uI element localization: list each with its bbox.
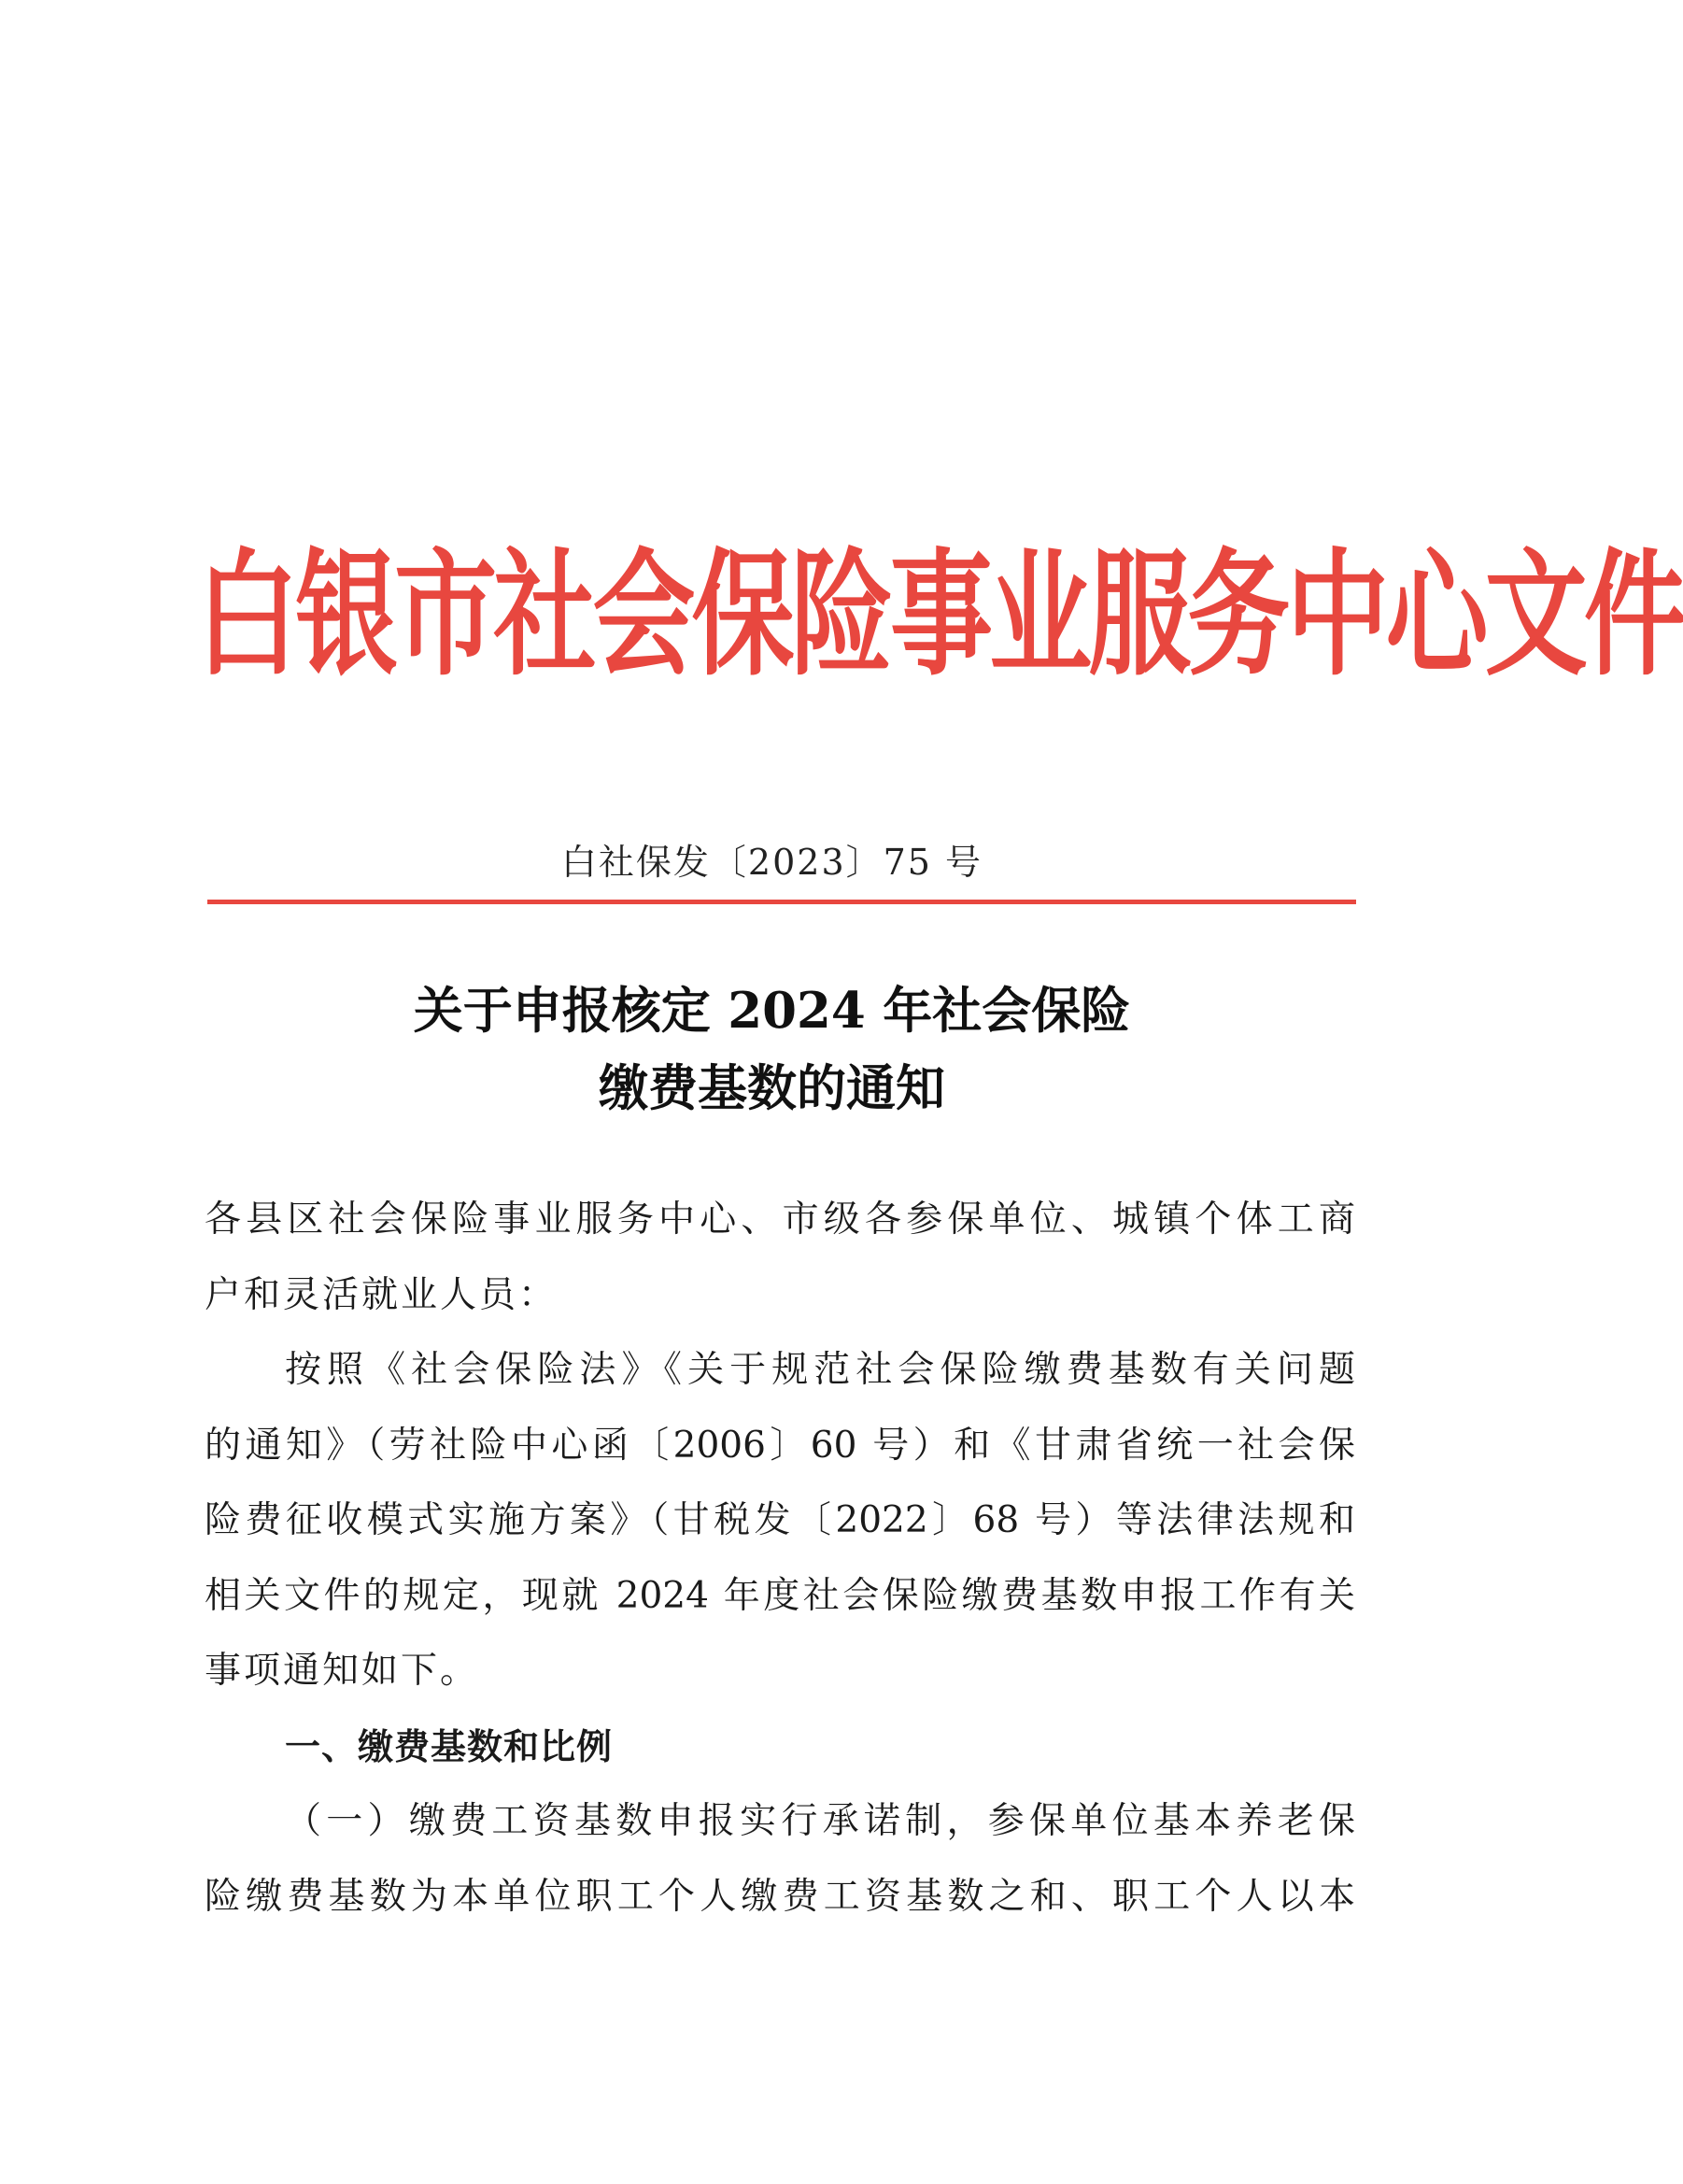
section-heading-1: 一、缴费基数和比例	[285, 1725, 614, 1767]
masthead-title: 白银市社会保险事业服务中心文件	[196, 536, 1683, 696]
document-body	[205, 1196, 1355, 1948]
red-divider-line	[207, 900, 1356, 904]
document-title-line-2: 缴费基数的通知	[599, 1059, 945, 1117]
paragraph-1-line-3: 险费征收模式实施方案》（甘税发〔2022〕68 号）等法律法规和	[205, 1499, 1355, 1541]
paragraph-2-line-2: 险缴费基数为本单位职工个人缴费工资基数之和、职工个人以本	[205, 1875, 1355, 1918]
salutation-line-1: 各县区社会保险事业服务中心、市级各参保单位、城镇个体工商	[205, 1198, 1355, 1241]
paragraph-1-line-2: 的通知》（劳社险中心函〔2006〕60 号）和《甘肃省统一社会保	[205, 1424, 1355, 1467]
masthead	[196, 523, 1683, 710]
salutation-line-2: 户和灵活就业人员：	[205, 1273, 559, 1316]
document-title-line-1: 关于申报核定 2024 年社会保险	[413, 982, 1131, 1040]
paragraph-1-line-1: 按照《社会保险法》《关于规范社会保险缴费基数有关问题	[285, 1349, 1355, 1391]
document-number: 白社保发〔2023〕75 号	[560, 842, 983, 883]
paragraph-1-line-4: 相关文件的规定，现就 2024 年度社会保险缴费基数申报工作有关	[205, 1574, 1355, 1617]
paragraph-1-line-5: 事项通知如下。	[205, 1650, 480, 1692]
paragraph-2-line-1: （一）缴费工资基数申报实行承诺制，参保单位基本养老保	[285, 1800, 1355, 1842]
